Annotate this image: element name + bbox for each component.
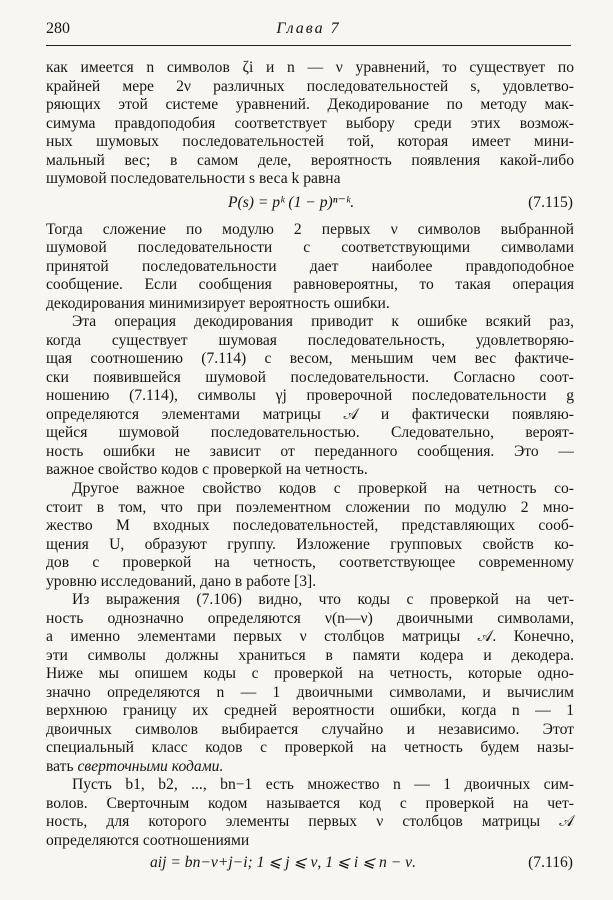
italic-term: сверточными кодами.: [77, 758, 224, 775]
text-line: декодирования минимизирует вероятность ошибки.: [46, 295, 390, 312]
text-line: Тогда сложение по модулю 2 первых ν символов выбранной: [46, 221, 574, 238]
text-line: Из выражения (7.106) видно, что коды с проверкой на чет-: [72, 591, 574, 608]
text-fragment: вать: [46, 758, 74, 775]
text-line: ряющих этой системе уравнений. Декодирование по методу мак-: [46, 96, 574, 113]
text-line: верхнюю границу их средней вероятности ошибки, когда n — 1: [46, 702, 574, 719]
text-line: ность однозначно определяются ν(n—ν) двоичными символами,: [46, 610, 574, 627]
text-line: стоит в том, что при поэлементном сложении по модулю 2 мно-: [46, 499, 574, 516]
text-line: жество M входных последовательностей, представляющих сооб-: [46, 517, 574, 534]
text-line: Эта операция декодирования приводит к ошибке всякий раз,: [72, 313, 574, 330]
text-line: ность, для которого элементы первых ν столбцов матрицы 𝒜: [46, 813, 574, 830]
text-line: эти символы должны храниться в памяти кодера и декодера.: [46, 647, 574, 664]
text-line: шумовой последовательности с соответствующими символами: [46, 239, 574, 256]
text-line: симума правдоподобия соответствует выбору среди этих возмож-: [46, 115, 574, 132]
text-line: щая соотношению (7.114) с весом, меньшим чем вес фактиче-: [46, 350, 574, 367]
text-line: Ниже мы опишем коды с проверкой на четность, которые одно-: [46, 665, 574, 682]
text-line: щейся шумовой последовательностью. Следовательно, вероят-: [46, 424, 574, 441]
text-line: Пусть b1, b2, ..., bn−1 есть множество n — 1 двоичных сим-: [72, 776, 574, 793]
text-line: определяются элементами матрицы 𝒜 и фактически появляю-: [46, 406, 574, 423]
page-header: [46, 20, 571, 44]
chapter-title: Глава 7: [276, 20, 341, 37]
text-line: ность ошибки не зависит от переданного сообщения. Это —: [46, 443, 574, 460]
text-line: мальный вес; в самом деле, вероятность появления какой-либо: [46, 152, 574, 169]
text-line: дов с проверкой на четность, соответствующее современному: [46, 554, 574, 571]
page-number: 280: [46, 20, 70, 37]
text-line: шумовой последовательности s веса k равна: [46, 170, 341, 187]
text-line: ношению (7.114), символы γj проверочной последовательности g: [46, 387, 574, 404]
text-line: специальный класс кодов с проверкой на четность будем назы-: [46, 739, 574, 756]
text-line: Другое важное свойство кодов с проверкой на четность со-: [72, 480, 574, 497]
text-line: щения U, образуют группу. Изложение групповых свойств ко-: [46, 536, 574, 553]
text-line: когда существует шумовая последовательность, удовлетворяю-: [46, 332, 574, 349]
text-line: ски появившейся шумовой последовательности. Согласно соот-: [46, 369, 574, 386]
text-line: как имеется n символов ζi и n — ν уравнений, то существует по: [46, 59, 574, 76]
text-line: ных шумовых последовательностей той, которая имеет мини-: [46, 133, 574, 150]
text-line: волов. Сверточным кодом называется код с проверкой на чет-: [46, 795, 574, 812]
text-line: а именно элементами первых ν столбцов матрицы 𝒜. Конечно,: [46, 628, 574, 645]
text-line: определяются соотношениями: [46, 832, 250, 849]
equation-7-115: P(s) = pᵏ (1 − p)ⁿ⁻ᵏ.: [228, 194, 355, 211]
text-line: сообщение. Если сообщения равновероятны, то такая операция: [46, 276, 574, 293]
text-line: двоичных символов выбирается случайно и независимо. Этот: [46, 721, 574, 738]
text-line: [46, 757, 574, 776]
text-line: значно определяются n — 1 двоичными символами, и вычислим: [46, 684, 574, 701]
text-line: крайней мере 2ν различных последовательностей s, удовлетво-: [46, 78, 574, 95]
equation-7-116: aij = bn−ν+j−i; 1 ⩽ j ⩽ ν, 1 ⩽ i ⩽ n − ν.: [150, 854, 416, 871]
text-line: принятой последовательности дает наиболее правдоподобное: [46, 258, 574, 275]
equation-number: (7.116): [528, 854, 573, 871]
text-line: важное свойство кодов с проверкой на четность.: [46, 461, 368, 478]
header-rule: [46, 45, 571, 46]
equation-number: (7.115): [528, 194, 573, 211]
text-line: уровню исследований, дано в работе [3].: [46, 573, 317, 590]
